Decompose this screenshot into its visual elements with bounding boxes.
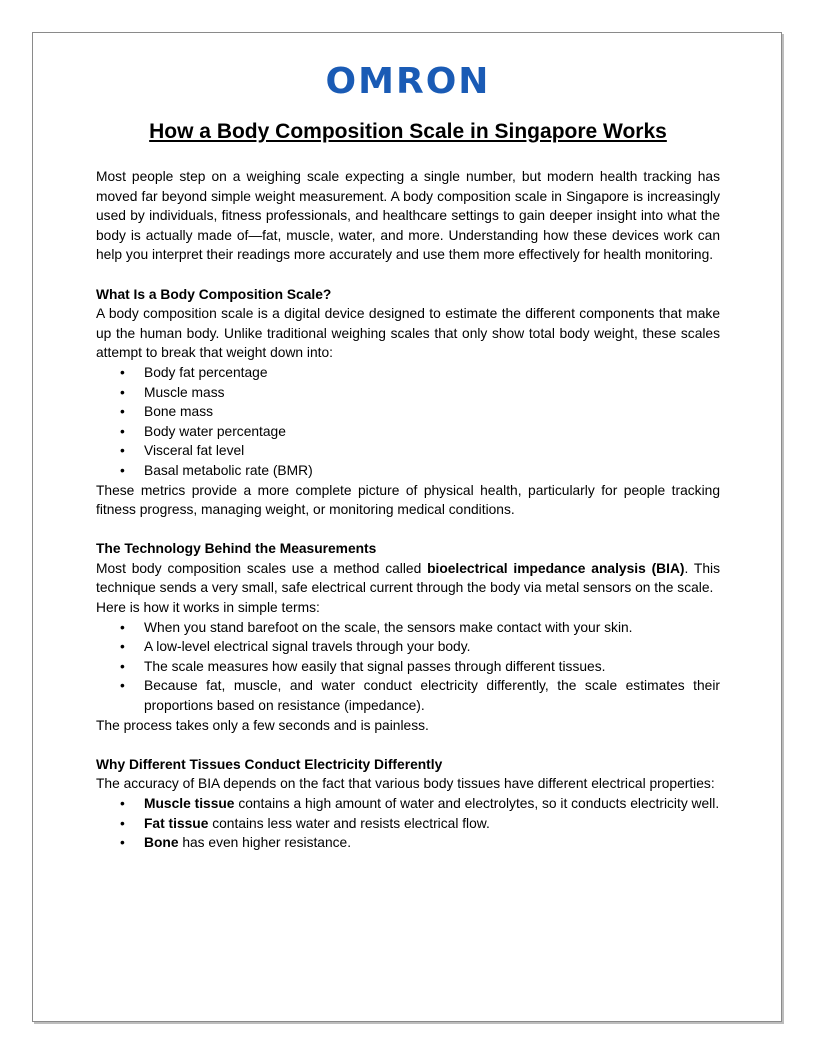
list-item: • A low-level electrical signal travels through your body.	[144, 637, 720, 657]
section1-paragraph: A body composition scale is a digital device designed to estimate the different components that make up the human body. Unlike traditional weighing scales that only show total body weight, these scales attempt to break that weight down into:	[96, 306, 720, 361]
list-item: • Visceral fat level	[144, 441, 720, 461]
section3-paragraph: The accuracy of BIA depends on the fact that various body tissues have different electrical properties:	[96, 776, 715, 792]
list-item: • The scale measures how easily that signal passes through different tissues.	[144, 657, 720, 677]
bia-term: bioelectrical impedance analysis (BIA)	[427, 560, 685, 576]
section1-list	[96, 363, 720, 481]
section2-lead: Here is how it works in simple terms:	[96, 600, 320, 616]
section3-list	[96, 794, 720, 853]
document-body	[96, 167, 720, 853]
section1-after: These metrics provide a more complete picture of physical health, particularly for people tracking fitness progress, managing weight, or monitoring medical conditions.	[96, 482, 720, 518]
section2-list	[96, 618, 720, 716]
list-item: • Bone mass	[144, 402, 720, 422]
list-item: • Basal metabolic rate (BMR)	[144, 461, 720, 481]
list-item: • Muscle tissue contains a high amount of water and electrolytes, so it conducts electricity well.	[144, 794, 720, 814]
list-item: • Fat tissue contains less water and resists electrical flow.	[144, 814, 720, 834]
list-item: • Muscle mass	[144, 383, 720, 403]
section3-heading: Why Different Tissues Conduct Electricity Differently	[96, 756, 443, 772]
list-item: • When you stand barefoot on the scale, the sensors make contact with your skin.	[144, 618, 720, 638]
omron-logo: OMRON	[325, 61, 491, 102]
section2-paragraph: Most body composition scales use a method called bioelectrical impedance analysis (BIA). This technique sends a very small, safe electrical current through the body via metal sensors on the scale.	[96, 560, 720, 596]
intro-paragraph: Most people step on a weighing scale expecting a single number, but modern health tracking has moved far beyond simple weight measurement. A body composition scale in Singapore is increasingly used by individuals, fitness professionals, and healthcare settings to gain deeper insight into what the body is actually made of—fat, muscle, water, and more. Understanding how these devices work can help you interpret their readings more accurately and use them more effectively for health monitoring.	[96, 169, 720, 263]
section1-heading: What Is a Body Composition Scale?	[96, 286, 332, 302]
page-title: How a Body Composition Scale in Singapore Works	[149, 120, 667, 143]
list-item: • Body fat percentage	[144, 363, 720, 383]
list-item: • Because fat, muscle, and water conduct electricity differently, the scale estimates their proportions based on resistance (impedance).	[144, 676, 720, 715]
section2-after: The process takes only a few seconds and is painless.	[96, 717, 429, 733]
list-item: • Body water percentage	[144, 422, 720, 442]
list-item: • Bone has even higher resistance.	[144, 833, 720, 853]
section2-heading: The Technology Behind the Measurements	[96, 541, 377, 557]
